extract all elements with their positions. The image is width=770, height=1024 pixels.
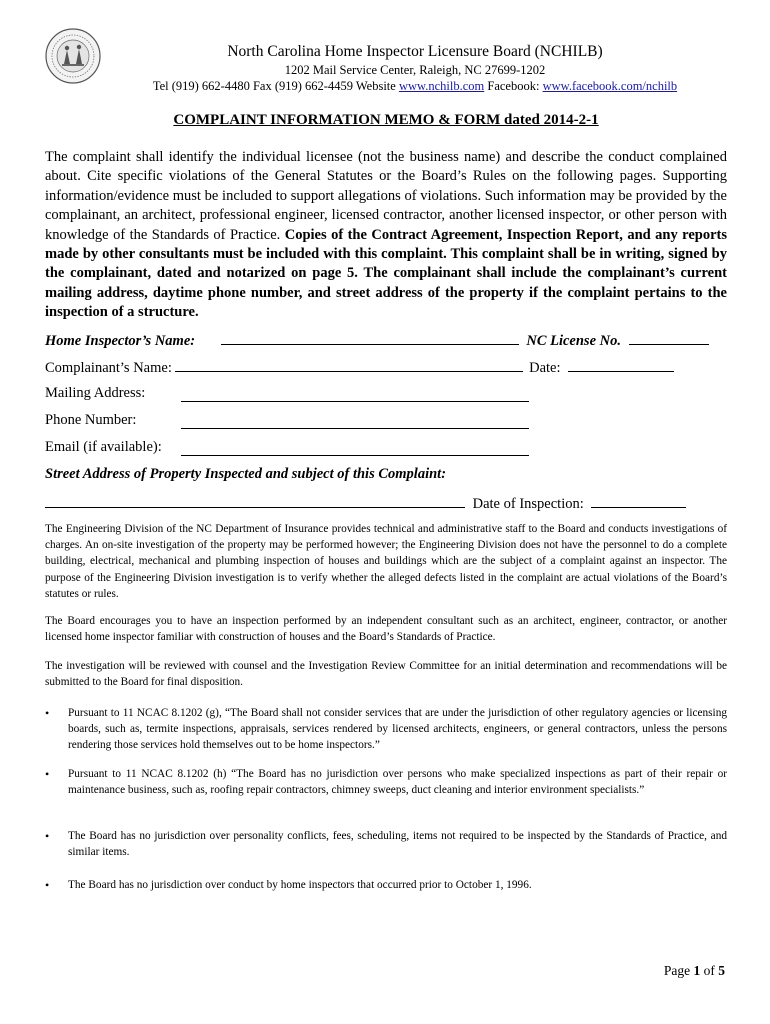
board-address: 1202 Mail Service Center, Raleigh, NC 27699-1202 xyxy=(284,63,546,77)
bullet-item xyxy=(45,828,727,860)
inspector-name-field[interactable] xyxy=(221,331,519,345)
facebook-label: Facebook: xyxy=(484,79,543,93)
state-seal-icon xyxy=(45,28,101,84)
facebook-link[interactable]: www.facebook.com/nchilb xyxy=(542,79,678,93)
property-address-row xyxy=(45,494,686,513)
complainant-label: Complainant’s Name: xyxy=(45,360,172,376)
mailing-row xyxy=(45,385,145,402)
intro-paragraph xyxy=(45,148,727,323)
phone-field[interactable] xyxy=(181,415,529,429)
inspection-date-label: Date of Inspection: xyxy=(472,496,584,512)
board-contact xyxy=(110,79,720,94)
phone-row xyxy=(45,412,136,429)
bullet-item xyxy=(45,877,727,893)
bullet-symbol: • xyxy=(45,767,50,781)
date-label: Date: xyxy=(529,360,561,376)
bullet-symbol: • xyxy=(45,829,50,843)
inspector-name-row xyxy=(45,331,709,350)
memo-title: COMPLAINT INFORMATION MEMO & FORM dated 2014-2-1 xyxy=(173,112,599,128)
license-field[interactable] xyxy=(629,331,709,345)
bullet-item xyxy=(45,766,727,798)
bullet-item xyxy=(45,705,727,754)
page-number xyxy=(664,963,725,979)
independent-inspection-paragraph: The Board encourages you to have an inspection performed by an independent consultant such as an architect, engineer, contractor, or another licensed home inspector familiar with construction of houses and the Board’s Standards of Practice. xyxy=(45,615,727,644)
website-link[interactable]: www.nchilb.com xyxy=(398,79,485,93)
email-field[interactable] xyxy=(181,442,529,456)
property-address-field[interactable] xyxy=(45,494,465,508)
investigation-review-paragraph: The investigation will be reviewed with counsel and the Investigation Review Committee for an initial determination and recommendations will be submitted to the Board for final disposition. xyxy=(45,660,727,689)
phone-label: Phone Number: xyxy=(45,412,137,428)
property-heading: Street Address of Property Inspected and subject of this Complaint: xyxy=(45,466,447,482)
inspection-date-field[interactable] xyxy=(591,494,686,508)
bullet-text: The Board has no jurisdiction over conduct by home inspectors that occurred prior to October 1, 1996. xyxy=(68,879,532,891)
mailing-label: Mailing Address: xyxy=(45,385,146,401)
current-page: 1 xyxy=(693,963,701,978)
bullet-symbol: • xyxy=(45,706,50,720)
bullet-text: Pursuant to 11 NCAC 8.1202 (h) “The Board has no jurisdiction over persons who make specialized inspections as part of their repair or maintenance business, such as, roofing repair contractors, chimney sweeps, duct cleaning and interior environment specialists.” xyxy=(68,768,727,797)
inspector-name-label: Home Inspector’s Name: xyxy=(45,333,196,349)
phone-fax-text: Tel (919) 662-4480 Fax (919) 662-4459 Website xyxy=(152,79,399,93)
bullet-text: Pursuant to 11 NCAC 8.1202 (g), “The Board shall not consider services that are under the jurisdiction of other regulatory agencies or licensing boards, such as, termite inspections, appraisals, services rendered by licensed architects, engineers, or general contractors, unless the persons rendering those services hold themselves out to be home inspectors.” xyxy=(68,707,727,752)
engineering-division-paragraph: The Engineering Division of the NC Department of Insurance provides technical and administrative staff to the Board and conducts investigations of charges. An on-site investigation of the property may be performed however; the Engineering Division does not have the personnel to do a complete building, electrical, mechanical and plumbing inspection of houses and buildings which are the subject of a complaint against an inspector. The purpose of the Engineering Division investigation is to verify whether the alleged defects listed in the complaint are actual violations of the Board’s statutes or rules. xyxy=(45,523,727,600)
total-pages: 5 xyxy=(718,963,725,978)
complainant-row xyxy=(45,358,674,377)
license-label: NC License No. xyxy=(526,333,621,349)
of-word: of xyxy=(700,963,719,978)
bullet-symbol: • xyxy=(45,878,50,892)
mailing-field[interactable] xyxy=(181,388,529,402)
bullet-text: The Board has no jurisdiction over personality conflicts, fees, scheduling, items not required to be inspected by the Standards of Practice, and similar items. xyxy=(68,830,727,859)
email-row xyxy=(45,439,162,456)
board-title: North Carolina Home Inspector Licensure Board (NCHILB) xyxy=(227,43,603,60)
intro-bold-text: Copies of the Contract Agreement, Inspection Report, and any reports made by other consultants must be included with this complaint. This complaint shall be in writing, signed by the complainant, dated and notarized on page 5. The complainant shall include the complainant’s current mailing address, daytime phone number, and street address of the property if the complaint pertains to the inspection of a structure. xyxy=(45,226,727,321)
email-label: Email (if available): xyxy=(45,439,162,455)
date-field[interactable] xyxy=(568,358,674,372)
complainant-field[interactable] xyxy=(175,358,523,372)
page-word: Page xyxy=(663,963,694,978)
intro-plain-text: The complaint shall identify the individual licensee (not the business name) and describe the conduct complained about. Cite specific violations of the General Statutes or the Board’s Rules on the following pages. Supporting information/evidence must be included to support allegations of violations. Such information may be provided by the complainant, an architect, professional engineer, licensed contractor, another licensed inspector, or other person with knowledge of the Standards of Practice. xyxy=(45,149,727,243)
